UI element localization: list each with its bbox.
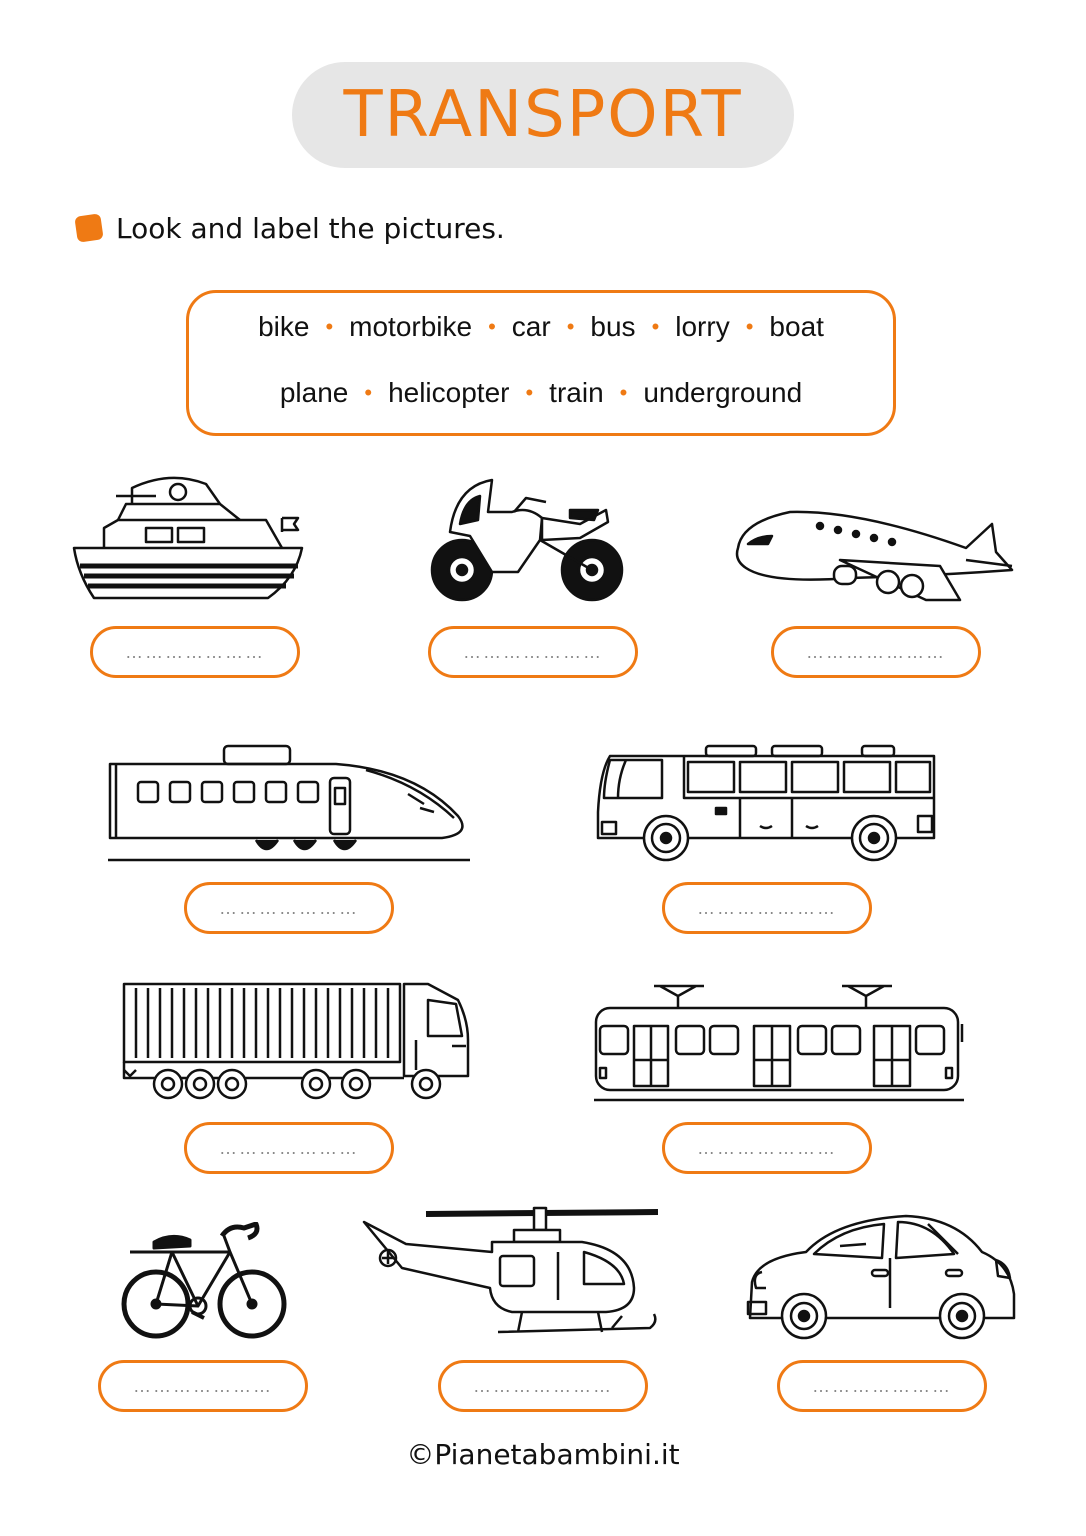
motorbike-icon xyxy=(430,472,630,607)
tram-icon xyxy=(592,980,966,1104)
boat-icon xyxy=(70,470,310,605)
word: boat xyxy=(769,311,824,342)
answer-field[interactable]: ………………… xyxy=(662,1122,872,1174)
word: lorry xyxy=(675,311,730,342)
word: motorbike xyxy=(349,311,473,342)
word: plane xyxy=(279,377,349,408)
instruction-text: Look and label the pictures. xyxy=(116,211,505,245)
word: bike xyxy=(258,311,310,342)
word: train xyxy=(549,377,604,408)
answer-field[interactable]: ………………… xyxy=(438,1360,648,1412)
bullet-icon xyxy=(74,213,103,242)
bike-icon xyxy=(120,1222,288,1346)
car-icon xyxy=(746,1212,1018,1342)
word-bank-row-1 xyxy=(189,311,893,343)
word: helicopter xyxy=(388,377,510,408)
dot-separator: • xyxy=(566,314,575,339)
answer-field[interactable]: ………………… xyxy=(777,1360,987,1412)
footer-credit: ©Pianetabambini.it xyxy=(406,1438,680,1471)
dot-separator: • xyxy=(651,314,660,339)
answer-field[interactable]: ………………… xyxy=(184,1122,394,1174)
answer-field[interactable]: ………………… xyxy=(771,626,981,678)
answer-field[interactable]: ………………… xyxy=(662,882,872,934)
dot-separator: • xyxy=(619,380,628,405)
dot-separator: • xyxy=(325,314,334,339)
word-bank xyxy=(186,290,896,436)
page-title: TRANSPORT xyxy=(343,78,743,152)
plane-icon xyxy=(730,500,1016,605)
word: underground xyxy=(643,377,803,408)
word: car xyxy=(511,311,551,342)
dot-separator: • xyxy=(525,380,534,405)
word-bank-row-2 xyxy=(189,377,893,409)
answer-field[interactable]: ………………… xyxy=(428,626,638,678)
dot-separator: • xyxy=(745,314,754,339)
answer-field[interactable]: ………………… xyxy=(184,882,394,934)
word: bus xyxy=(590,311,636,342)
bus-icon xyxy=(596,742,940,864)
instruction xyxy=(76,210,505,246)
dot-separator: • xyxy=(488,314,496,339)
dot-separator: • xyxy=(364,380,373,405)
answer-field[interactable]: ………………… xyxy=(90,626,300,678)
title-banner xyxy=(292,62,794,168)
train-icon xyxy=(106,740,472,865)
lorry-icon xyxy=(116,980,476,1104)
helicopter-icon xyxy=(362,1204,662,1346)
answer-field[interactable]: ………………… xyxy=(98,1360,308,1412)
